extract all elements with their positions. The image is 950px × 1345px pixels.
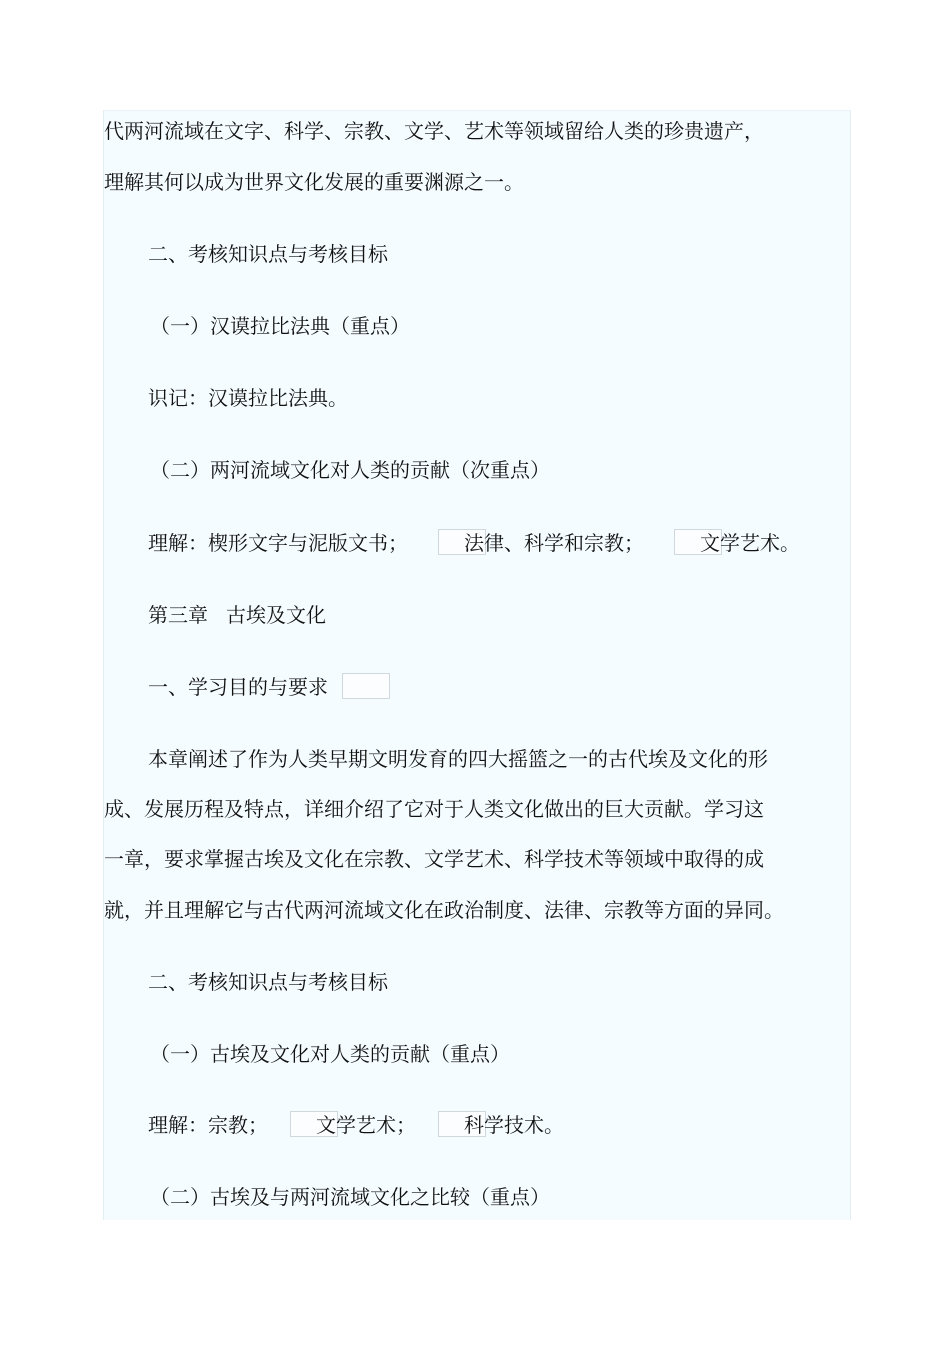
section-heading: 二、考核知识点与考核目标 [148,970,388,994]
paragraph-line: 成、发展历程及特点，详细介绍了它对于人类文化做出的巨大贡献。学习这 [104,797,764,821]
text-segment: 文学艺术。 [700,531,800,555]
paragraph-line: 识记：汉谟拉比法典。 [148,386,348,410]
subsection-heading: （二）两河流域文化对人类的贡献（次重点） [150,458,550,482]
subsection-heading: （二）古埃及与两河流域文化之比较（重点） [150,1185,550,1209]
text-segment: 一、学习目的与要求 [148,675,328,699]
paragraph-line [148,1111,564,1139]
paragraph-line [148,529,800,557]
text-segment: 科学技术。 [464,1113,564,1137]
chapter-number: 第三章 [148,603,208,627]
text-segment: 法律、科学和宗教； [464,531,644,555]
section-heading [148,673,390,701]
text-segment: 理解：楔形文字与泥版文书； [148,531,408,555]
text-segment: 理解：宗教； [148,1113,268,1137]
chapter-heading [148,601,326,629]
paragraph-line: 就，并且理解它与古代两河流域文化在政治制度、法律、宗教等方面的异同。 [104,898,784,922]
text-segment: 文学艺术； [316,1113,416,1137]
paragraph-line: 一章，要求掌握古埃及文化在宗教、文学艺术、科学技术等领域中取得的成 [104,847,764,871]
chapter-title: 古埃及文化 [226,603,326,627]
paragraph-line: 本章阐述了作为人类早期文明发育的四大摇篮之一的古代埃及文化的形 [148,747,768,771]
subsection-heading: （一）汉谟拉比法典（重点） [150,314,410,338]
paragraph-line: 理解其何以成为世界文化发展的重要渊源之一。 [104,170,524,194]
paragraph-line: 代两河流域在文字、科学、宗教、文学、艺术等领域留给人类的珍贵遗产， [104,119,764,143]
section-heading: 二、考核知识点与考核目标 [148,242,388,266]
subsection-heading: （一）古埃及文化对人类的贡献（重点） [150,1042,510,1066]
blank-box [342,673,390,699]
